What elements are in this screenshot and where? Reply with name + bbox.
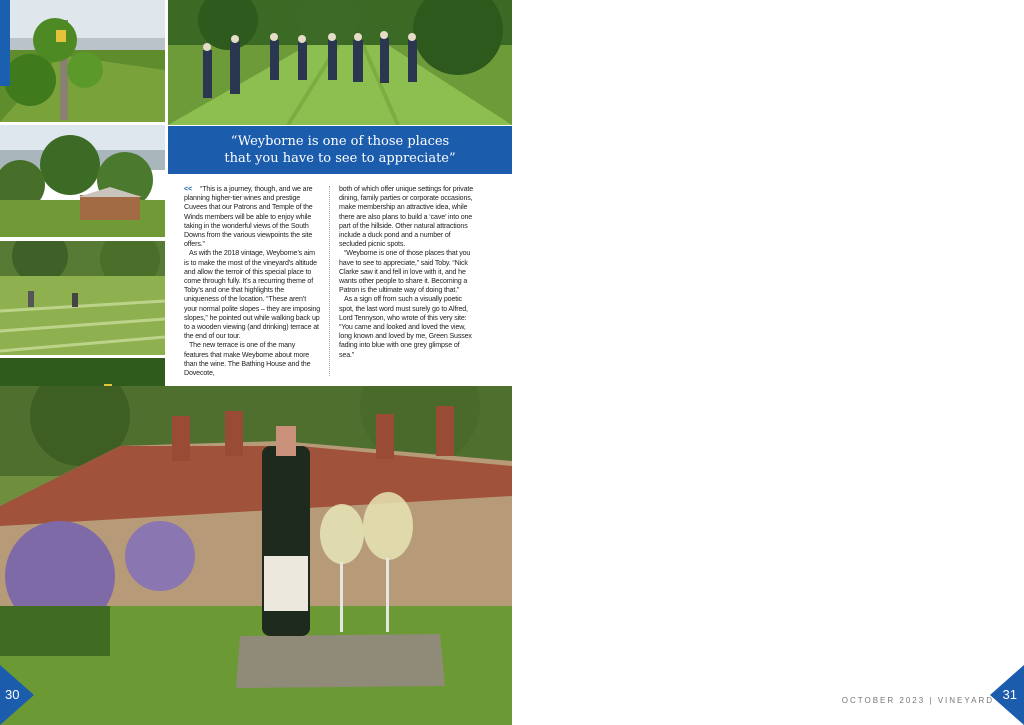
- photo-group-walking: [168, 0, 512, 125]
- photo-barn: [0, 125, 165, 237]
- photo-wine-bottle: [0, 386, 512, 725]
- page-number-right: [990, 665, 1024, 725]
- article-paragraph: “Weyborne is one of those places that you have to see to appreciate,” said Toby. “Nick Clarke saw it and fell in love with it, and he wants other people to share it. Becoming a Patron is the ultimate way of doing that.”: [339, 249, 471, 295]
- article-paragraph: As a sign off from such a visually poetic spot, the last word must surely go to Alfred, Lord Tennyson, who wrote of this very site: “You came and looked and loved the view, long known and loved by me, Green Sussex fading into blue with one grey glimpse of sea.”: [339, 295, 472, 359]
- article-column-2: [339, 185, 475, 360]
- article-paragraph: The new terrace is one of the many features that make Weyborne about more than the wine. The Bathing House and the Dovecote,: [184, 341, 311, 378]
- article-paragraph-text: “This is a journey, though, and we are planning higher-tier wines and prestige Cuvees that our Patrons and Temple of the Winds members will be able to enjoy while taking in the wonderful views of the South Downs from the various viewpoints the site offers.”: [184, 185, 313, 249]
- photo-vine-post: [0, 0, 165, 122]
- pull-quote: [168, 126, 512, 174]
- page-number-left: [0, 665, 34, 725]
- article-paragraph: [184, 185, 320, 249]
- pull-quote-line-2: that you have to see to appreciate”: [224, 151, 456, 166]
- photo-vineyard-rows: [0, 241, 165, 355]
- running-footer: OCTOBER 2023 | VINEYARD: [841, 696, 994, 705]
- right-page: [512, 0, 1024, 725]
- column-divider: [329, 186, 330, 376]
- page-number-left-text: 30: [5, 687, 20, 702]
- article-column-1: [184, 185, 320, 378]
- page-number-right-text: 31: [1002, 687, 1017, 702]
- article-paragraph: both of which offer unique settings for private dining, family parties or corporate occasions, make membership an attractive idea, while there are also plans to build a ‘cave’ into one part of the hillside. Other natural attractions include a duck pond and a number of secluded picnic spots.: [339, 185, 473, 249]
- accent-bar: [0, 0, 10, 86]
- continued-quote-icon: <<: [184, 185, 192, 193]
- article-paragraph: As with the 2018 vintage, Weyborne’s aim is to make the most of the vineyard’s altitude and allow the terroir of this special place to come through fully. It’s a recurring theme of Toby’s and one that highlights the uniqueness of the location. “These aren’t your normal polite slopes – they are imposing slopes,” he pointed out while walking back up to a wooden viewing (and drinking) terrace at the end of our tour.: [184, 249, 320, 341]
- pull-quote-line-1: “Weyborne is one of those places: [230, 134, 450, 149]
